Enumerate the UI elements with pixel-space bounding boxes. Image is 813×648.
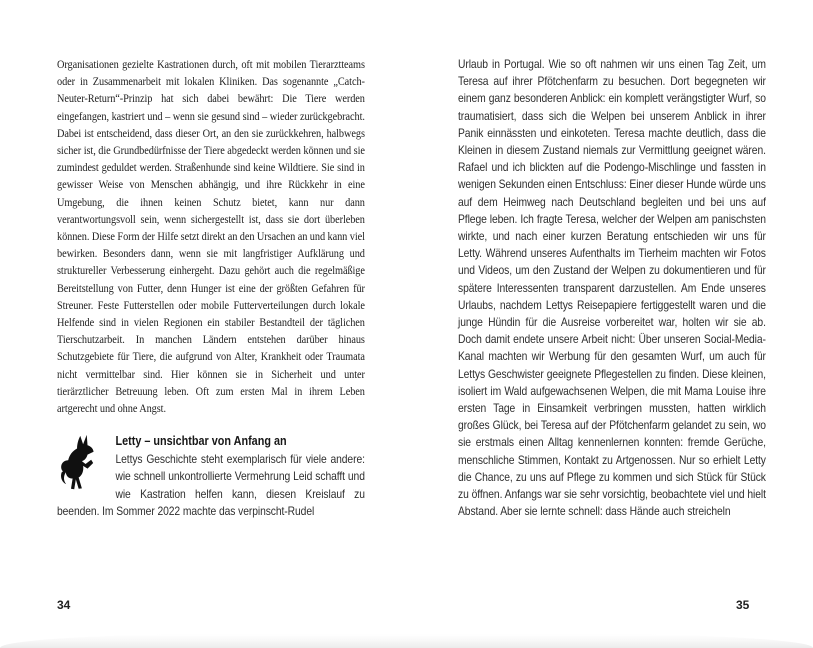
page-number-right: 35 — [736, 598, 750, 612]
left-page-main-paragraph: Organisationen gezielte Kastrationen durch, oft mit mobilen Tierarztteams oder in Zusammenarbeit mit lokalen Kliniken. Das sogenannte „Catch-Neuter-Return“-Prinzip hat sich dabei bewährt: Die Tiere werden eingefangen, kastriert und – wenn sie gesund sind – wieder zurückgebracht. Dabei ist entscheidend, dass dieser Ort, an den sie zurückkehren, halbwegs sicher ist, die Grundbedürfnisse der Tiere abgedeckt werden können und sie zumindest geduldet werden. Straßenhunde sind keine Wildtiere. Sie sind in gewisser Weise von Menschen abhängig, und ihre Rückkehr in eine Umgebung, die ihnen keinen Schutz bietet, kann nur dann verantwortungsvoll sein, wenn sichergestellt ist, dass sie dort überleben können. Diese Form der Hilfe setzt direkt an den Ursachen an und kann viel bewirken. Besonders dann, wenn sie mit langfristiger Aufklärung und struktureller Verbesserung einhergeht. Dazu gehört auch die regelmäßige Bereitstellung von Futter, denn Hunger ist eine der größten Gefahren für Streuner. Feste Futterstellen oder mobile Futterverteilungen durch lokale Helfende sind in vielen Regionen ein stabiler Bestandteil der täglichen Tierschutzarbeit. In manchen Ländern entstehen darüber hinaus Schutzgebiete für Tiere, die aufgrund von Alter, Krankheit oder Traumata nicht vermittelbar sind. Hier können sie in Sicherheit und unter tierärztlicher Betreuung leben. Oft zum ersten Mal in ihrem Leben artgerecht und ohne Angst. — [57, 57, 365, 416]
dog-silhouette-icon — [57, 433, 105, 493]
story-paragraph: Lettys Geschichte steht exemplarisch für viele andere: wie schnell unkontrollierte Vermehrung Leid schafft und wie Kastration helfen kann, diesen Kreislauf zu beenden. Im Sommer 2022 machte das verpinscht-Rudel — [57, 452, 365, 518]
page-number-left: 34 — [57, 598, 71, 612]
story-heading: Letty – unsichtbar von Anfang an — [115, 434, 287, 449]
page-bottom-edge-shadow — [0, 634, 813, 648]
right-page-paragraph: Urlaub in Portugal. Wie so oft nahmen wir uns einen Tag Zeit, um Teresa auf ihrer Pfötchenfarm zu besuchen. Dort begegneten wir einem ganz besonderen Anblick: ein komplett verängstigter Wurf, so traumatisiert, dass sich die Welpen bei unserem Anblick in ihrer Panik einnässten und einkoteten. Teresa machte deutlich, dass die Kleinen in diesem Zustand niemals zur Vermittlung geeignet wären. Rafael und ich blickten auf die Podengo-Mischlinge und fassten in wenigen Sekunden einen Entschluss: Einer dieser Hunde würde uns auf dem Heimweg nach Deutschland begleiten und bei uns auf Pflege leben. Ich fragte Teresa, welcher der Welpen am panischsten wirkte, und nach einer kurzen Beratung entschieden wir uns für Letty. Während unseres Aufenthalts im Tierheim machten wir Fotos und Videos, um den Zustand der Welpen zu dokumentieren und für spätere Interessenten transparent darzustellen. Am Ende unseres Urlaubs, nachdem Lettys Reisepapiere fertiggestellt waren und die junge Hündin für die Ausreise vorbereitet war, holten wir sie ab. Doch damit endete unsere Arbeit nicht: Über unseren Social-Media-Kanal machten wir Werbung für den gesamten Wurf, um auch für Lettys Geschwister geeignete Pflegestellen zu finden. Diese kleinen, isoliert im Wald aufgewachsenen Welpen, die mit Mama Louise ihre ersten Tage in Einsamkeit verbringen mussten, hatten wirklich großes Glück, bei Teresa auf der Pfötchenfarm gelandet zu sein, wo sie erstmals einen Alltag kennenlernen konnten: fremde Gerüche, menschliche Stimmen, Kontakt zu Artgenossen. Nur so erhielt Letty die Chance, zu uns auf Pflege zu kommen und sich Stück für Stück zu öffnen. Anfangs war sie sehr vorsichtig, beobachtete viel und hielt Abstand. Aber sie lernte schnell: dass Hände auch streicheln — [458, 57, 766, 519]
letty-story-section — [57, 432, 365, 520]
left-page — [57, 56, 365, 520]
right-page — [458, 56, 766, 520]
